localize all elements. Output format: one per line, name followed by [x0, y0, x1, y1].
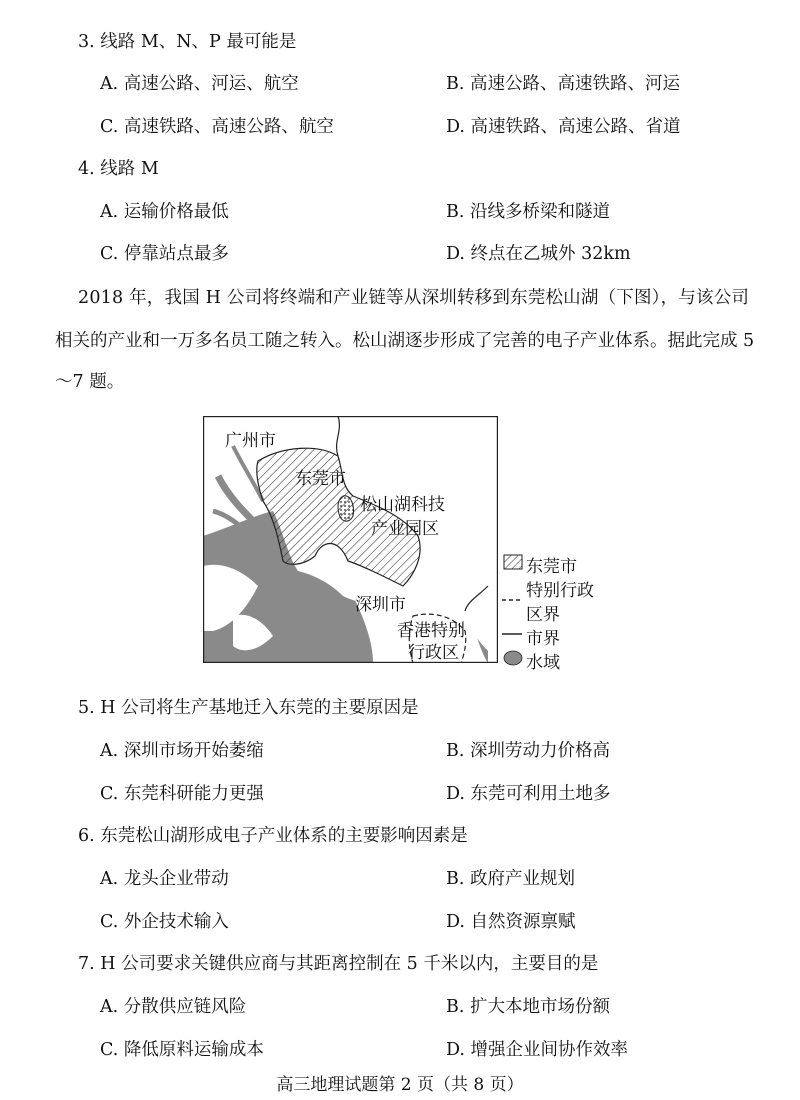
q5-option-b: B. 深圳劳动力价格高: [446, 741, 610, 761]
label-hk-line2: 行政区: [408, 643, 459, 663]
q6-stem: 6. 东莞松山湖形成电子产业体系的主要影响因素是: [78, 826, 468, 846]
q7-option-d: D. 增强企业间协作效率: [446, 1040, 629, 1060]
passage-line-1: 2018 年，我国 H 公司将终端和产业链等从深圳转移到东莞松山湖（下图），与该公司: [78, 288, 750, 308]
label-park-line2: 产业园区: [371, 519, 439, 539]
q4-stem: 4. 线路 M: [78, 159, 159, 179]
q6-option-a: A. 龙头企业带动: [100, 869, 229, 889]
q4-option-a: A. 运输价格最低: [100, 202, 229, 222]
legend-water: 水域: [526, 653, 560, 673]
map-legend: [500, 552, 620, 672]
label-shenzhen: 深圳市: [355, 595, 406, 615]
q7-option-a: A. 分散供应链风险: [100, 997, 247, 1017]
legend-sar-line2: 区界: [526, 605, 560, 625]
songshan-lake-park: [338, 496, 353, 521]
q5-option-c: C. 东莞科研能力更强: [100, 784, 264, 804]
passage-line-2: 相关的产业和一万多名员工随之转入。松山湖逐步形成了完善的电子产业体系。据此完成 5: [55, 331, 755, 351]
label-park-line1: 松山湖科技: [360, 495, 445, 515]
q7-option-c: C. 降低原料运输成本: [100, 1040, 264, 1060]
q7-option-b: B. 扩大本地市场份额: [446, 997, 610, 1017]
q5-stem: 5. H 公司将生产基地迁入东莞的主要原因是: [78, 698, 419, 718]
q5-option-d: D. 东莞可利用土地多: [446, 784, 611, 804]
q6-option-c: C. 外企技术输入: [100, 912, 229, 932]
q6-option-b: B. 政府产业规划: [446, 869, 575, 889]
q3-option-c: C. 高速铁路、高速公路、航空: [100, 117, 334, 137]
legend-sar-line1: 特别行政: [526, 581, 594, 601]
passage-line-3: ～7 题。: [55, 372, 125, 392]
q3-option-b: B. 高速公路、高速铁路、河运: [446, 74, 680, 94]
q4-option-c: C. 停靠站点最多: [100, 244, 229, 264]
q3-stem: 3. 线路 M、N、P 最可能是: [78, 32, 297, 52]
q5-option-a: A. 深圳市场开始萎缩: [100, 741, 264, 761]
legend-city-border: 市界: [526, 629, 560, 649]
q7-stem: 7. H 公司要求关键供应商与其距离控制在 5 千米以内，主要目的是: [78, 954, 599, 974]
legend-hatch-swatch: [504, 555, 522, 569]
label-guangzhou: 广州市: [225, 431, 276, 451]
q6-option-d: D. 自然资源禀赋: [446, 912, 576, 932]
q3-option-a: A. 高速公路、河运、航空: [100, 74, 299, 94]
q4-option-b: B. 沿线多桥梁和隧道: [446, 202, 610, 222]
legend-water-swatch: [504, 651, 522, 665]
regional-map: [203, 416, 498, 663]
label-dongguan: 东莞市: [295, 469, 346, 489]
q4-option-d: D. 终点在乙城外 32km: [446, 244, 631, 264]
page-footer: 高三地理试题第 2 页（共 8 页）: [276, 1075, 524, 1095]
legend-dongguan: 东莞市: [526, 557, 577, 577]
label-hk-line1: 香港特别: [397, 621, 465, 641]
q3-option-d: D. 高速铁路、高速公路、省道: [446, 117, 681, 137]
